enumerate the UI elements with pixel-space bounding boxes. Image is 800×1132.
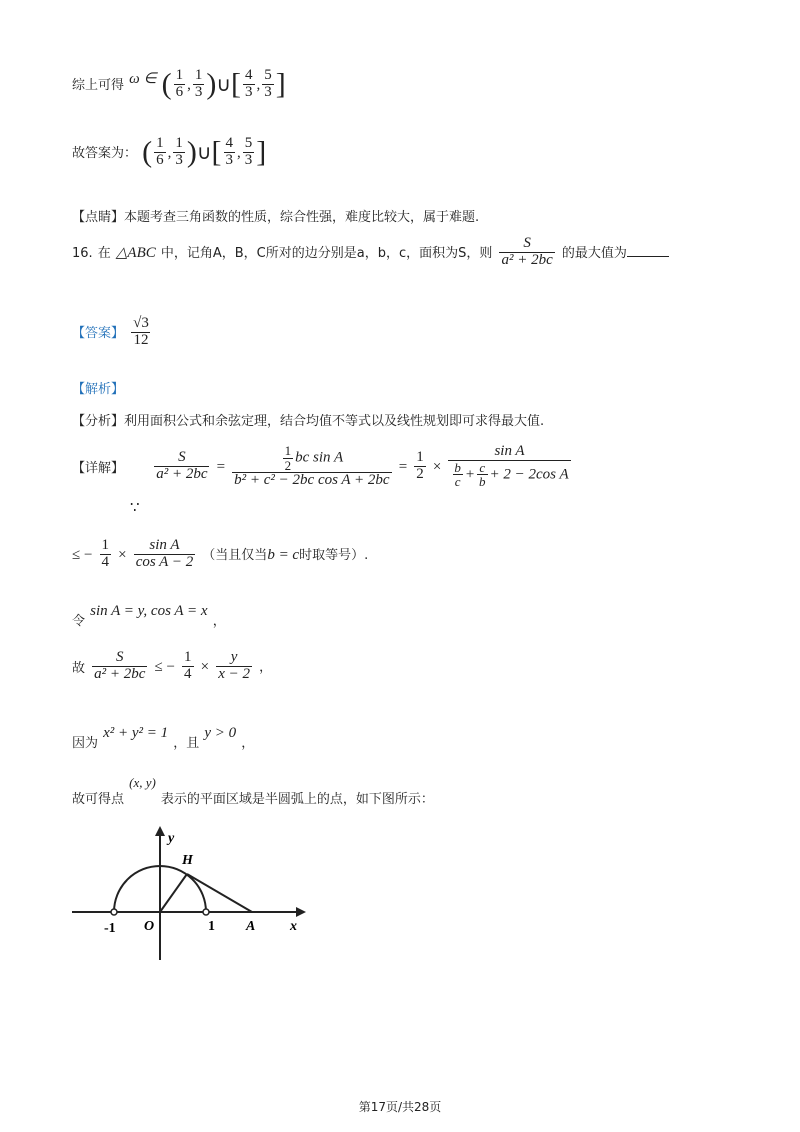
label-y: y: [168, 831, 175, 846]
label-1: 1: [208, 919, 215, 934]
label-O: O: [144, 919, 155, 934]
detail-line: 【详解】 $\frac{S}{\text{a² + 2bc}}$ = $\frac{1}{2}$ bc sin A b² + c² − 2bc cos A + 2bc = $\frac{1}{2}$ × sin A $\frac{b}{c}$ + $\frac{c}{b}$ + 2 − 2cos A: [72, 443, 569, 490]
because-symbol: ∵: [130, 500, 140, 516]
union-symbol: ∪: [216, 73, 232, 96]
frac-4-3: $\frac{4}{3}$: [245, 67, 253, 100]
therefore-line: 故 $\frac{S}{\text{a² + 2bc}}$ ≤ − $\frac{1}{4}$ × $\frac{y}{x - 2}$ ，: [72, 649, 273, 682]
triangle-abc: △ABC: [115, 244, 156, 261]
answer-restated-line: 故答案为： ( $\frac{1}{6}$ , $\frac{1}{3}$ )∪[ $\frac{4}{3}$ , $\frac{5}{3}$ ]: [72, 135, 267, 169]
frac-1-3: $\frac{1}{3}$: [194, 67, 203, 100]
note-line: 【点睛】本题考查三角函数的性质，综合性强，难度比较大，属于难题.: [72, 210, 480, 225]
frac-5-3: $\frac{5}{3}$: [264, 67, 272, 100]
answer-value: $\frac{√3}{12}$: [133, 315, 149, 348]
inequality-line: ≤ − $\frac{1}{4}$ × $\frac{\text{sin A}}{\text{cos A − 2}}$ （当且仅当b = c时取等号）.: [72, 537, 369, 570]
answer-blank: [627, 244, 669, 257]
question-number: 16.: [72, 245, 93, 261]
detail-frac-2: $\frac{1}{2}$ bc sin A b² + c² − 2bc cos A + 2bc: [234, 443, 390, 489]
detail-frac-3: sin A $\frac{b}{c}$ + $\frac{c}{b}$ + 2 − 2cos A: [448, 444, 570, 489]
answer-line: [72, 316, 153, 349]
question-fraction: $\frac{S}{\text{a² + 2bc}}$: [501, 235, 553, 268]
segment-HA: [187, 874, 252, 912]
conclusion-prefix: 综上可得: [72, 77, 125, 93]
answer-label: 【答案】: [72, 325, 125, 341]
semicircle-figure: [64, 824, 314, 964]
x-axis-arrow: [296, 907, 306, 917]
label-minus1: -1: [104, 921, 116, 936]
point-1: [203, 909, 209, 915]
label-x: x: [290, 919, 297, 934]
detail-label: 【详解】: [72, 461, 125, 477]
open-paren: (: [161, 67, 172, 101]
y-axis-arrow: [155, 826, 165, 836]
question-16: 16. 在 △ABC 中，记角A，B，C所对的边分别是a，b，c，面积为S，则 $\frac{S}{\text{a² + 2bc}}$ 的最大值为: [72, 236, 669, 269]
conclusion-line: 综上可得 ω ∈ ( $\frac{1}{6}$ , $\frac{1}{3}$ )∪[ $\frac{4}{3}$ , $\frac{5}{3}$ ]: [72, 67, 286, 101]
label-H: H: [182, 853, 193, 868]
analysis-line: 【分析】利用面积公式和余弦定理，结合均值不等式以及线性规划即可求得最大值.: [72, 414, 545, 429]
detail-frac-1: $\frac{S}{\text{a² + 2bc}}$: [156, 449, 208, 483]
analysis-label: 【解析】: [72, 382, 125, 397]
segment-OH: [160, 874, 187, 912]
omega-in: ω ∈: [129, 70, 157, 87]
page-footer: 第17页/共28页: [358, 1100, 442, 1114]
label-A: A: [246, 919, 256, 934]
region-line: $_{故可得点}$ (x, y) $_{表示的平面区域是半圆弧上的点,如下图所示:}$: [72, 775, 434, 807]
point-minus1: [111, 909, 117, 915]
substitution-line: $_令$ sin A = y, cos A = x $_,$: [72, 603, 226, 629]
detail-half: $\frac{1}{2}$: [416, 449, 424, 483]
substitution-expr: sin A = y, cos A = x: [90, 603, 208, 619]
condition-line: $_{因为}$ x² + y² = 1 $_{,且}$ y > 0 $_,$: [72, 725, 255, 751]
frac-1-6: $\frac{1}{6}$: [175, 67, 184, 100]
answer-restated-prefix: 故答案为：: [72, 145, 138, 161]
